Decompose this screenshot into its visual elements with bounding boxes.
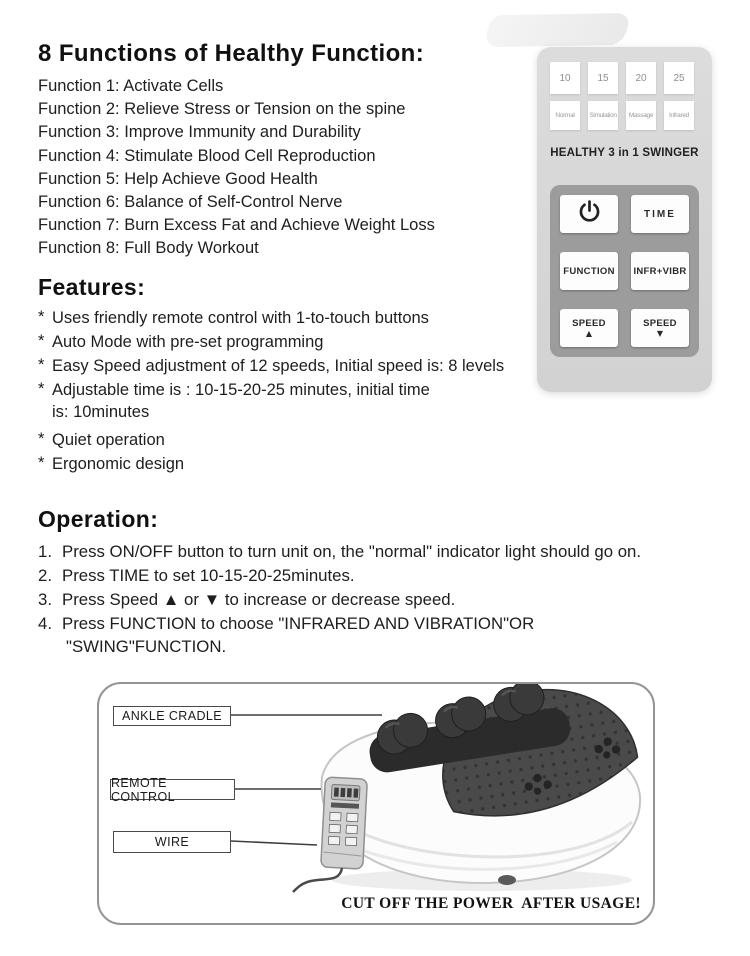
indicator-normal: Normal (550, 101, 580, 130)
operation-step-4 (38, 612, 738, 636)
step-text-2: Press TIME to set 10-15-20-25minutes. (62, 566, 355, 585)
speed-down-button (631, 309, 689, 347)
feature-text-2: Auto Mode with pre-set programming (52, 333, 324, 351)
feature-text-5: Quiet operation (52, 431, 165, 449)
bullet-asterisk: * (38, 454, 45, 472)
feature-text-3: Easy Speed adjustment of 12 speeds, Initial speed is: 8 levels (52, 357, 505, 375)
infr-vibr-button-label: INFR+VIBR (633, 265, 687, 277)
remote-control-illustration (537, 47, 712, 392)
indicator-infrared: Infrared (664, 101, 694, 130)
bullet-asterisk: * (38, 332, 45, 350)
arrow-down-icon: ▼ (656, 329, 664, 338)
step-number: 1. (38, 542, 52, 561)
function-item-5: Function 5: Help Achieve Good Health (38, 169, 318, 188)
function-item-8: Function 8: Full Body Workout (38, 239, 259, 258)
indicator-25: 25 (664, 62, 694, 94)
function-button (560, 252, 618, 290)
time-preset-indicators (550, 62, 694, 94)
feature-item-3 (38, 354, 558, 378)
label-wire: WIRE (113, 831, 231, 853)
function-item-6: Function 6: Balance of Self-Control Nerve (38, 193, 343, 212)
leader-line-wire (231, 841, 317, 845)
mode-indicators (550, 101, 694, 130)
feature-text-6: Ergonomic design (52, 455, 185, 473)
feature-text-4-continued: is: 10minutes (52, 403, 150, 421)
step-text-3: Press Speed ▲ or ▼ to increase or decrease speed. (62, 590, 456, 609)
feature-text-4: Adjustable time is : 10-15-20-25 minutes, initial time (52, 381, 430, 399)
speed-down-label: SPEED (643, 318, 677, 329)
indicator-10: 10 (550, 62, 580, 94)
step-text-4-continued: "SWING"FUNCTION. (66, 637, 227, 656)
operation-title: Operation: (38, 506, 159, 532)
operation-step-1 (38, 540, 738, 564)
label-remote-control: REMOTE CONTROL (110, 779, 235, 800)
feature-item-1 (38, 306, 558, 330)
feature-item-6 (38, 452, 558, 476)
indicator-simulation: Simulation (588, 101, 618, 130)
warning-text: CUT OFF THE POWER AFTER USAGE! (341, 895, 641, 912)
operation-step-2 (38, 564, 738, 588)
speed-up-label: SPEED (572, 318, 606, 329)
features-title: Features: (38, 274, 146, 300)
speed-up-button (560, 309, 618, 347)
step-number: 4. (38, 614, 52, 633)
function-item-7: Function 7: Burn Excess Fat and Achieve Weight Loss (38, 216, 435, 235)
label-ankle-cradle: ANKLE CRADLE (113, 706, 231, 726)
step-number: 2. (38, 566, 52, 585)
operation-step-3 (38, 588, 738, 612)
indicator-15: 15 (588, 62, 618, 94)
functions-title: 8 Functions of Healthy Function: (38, 40, 425, 67)
handheld-remote (321, 777, 368, 869)
function-item-2: Function 2: Relieve Stress or Tension on the spine (38, 100, 406, 119)
operation-steps (38, 540, 738, 658)
bullet-asterisk: * (38, 356, 45, 374)
feature-item-2 (38, 330, 558, 354)
indicator-massage: Massage (626, 101, 656, 130)
function-item-3: Function 3: Improve Immunity and Durability (38, 123, 361, 142)
feature-item-4 (38, 378, 558, 402)
function-button-label: FUNCTION (563, 265, 615, 277)
remote-button-panel (550, 185, 699, 357)
step-text-4: Press FUNCTION to choose "INFRARED AND VIBRATION"OR (62, 614, 535, 633)
function-list (38, 75, 558, 261)
machine-diagram (97, 682, 655, 925)
time-button (631, 195, 689, 233)
function-item-4: Function 4: Stimulate Blood Cell Reproduction (38, 146, 376, 165)
step-number: 3. (38, 590, 52, 609)
bullet-asterisk: * (38, 430, 45, 448)
function-item-1: Function 1: Activate Cells (38, 77, 224, 95)
feature-list (38, 306, 558, 476)
infr-vibr-button (631, 252, 689, 290)
time-button-label: TIME (644, 208, 676, 220)
bullet-asterisk: * (38, 308, 45, 326)
remote-title: HEALTHY 3 in 1 SWINGER (550, 147, 699, 159)
arrow-up-icon: ▲ (585, 329, 593, 338)
bullet-asterisk: * (38, 380, 45, 398)
power-button (560, 195, 618, 233)
power-icon (577, 199, 602, 229)
decorative-swoosh (479, 13, 634, 47)
indicator-20: 20 (626, 62, 656, 94)
step-text-1: Press ON/OFF button to turn unit on, the "normal" indicator light should go on. (62, 542, 642, 561)
feature-text-1: Uses friendly remote control with 1-to-touch buttons (52, 309, 429, 327)
feature-item-5 (38, 428, 558, 452)
